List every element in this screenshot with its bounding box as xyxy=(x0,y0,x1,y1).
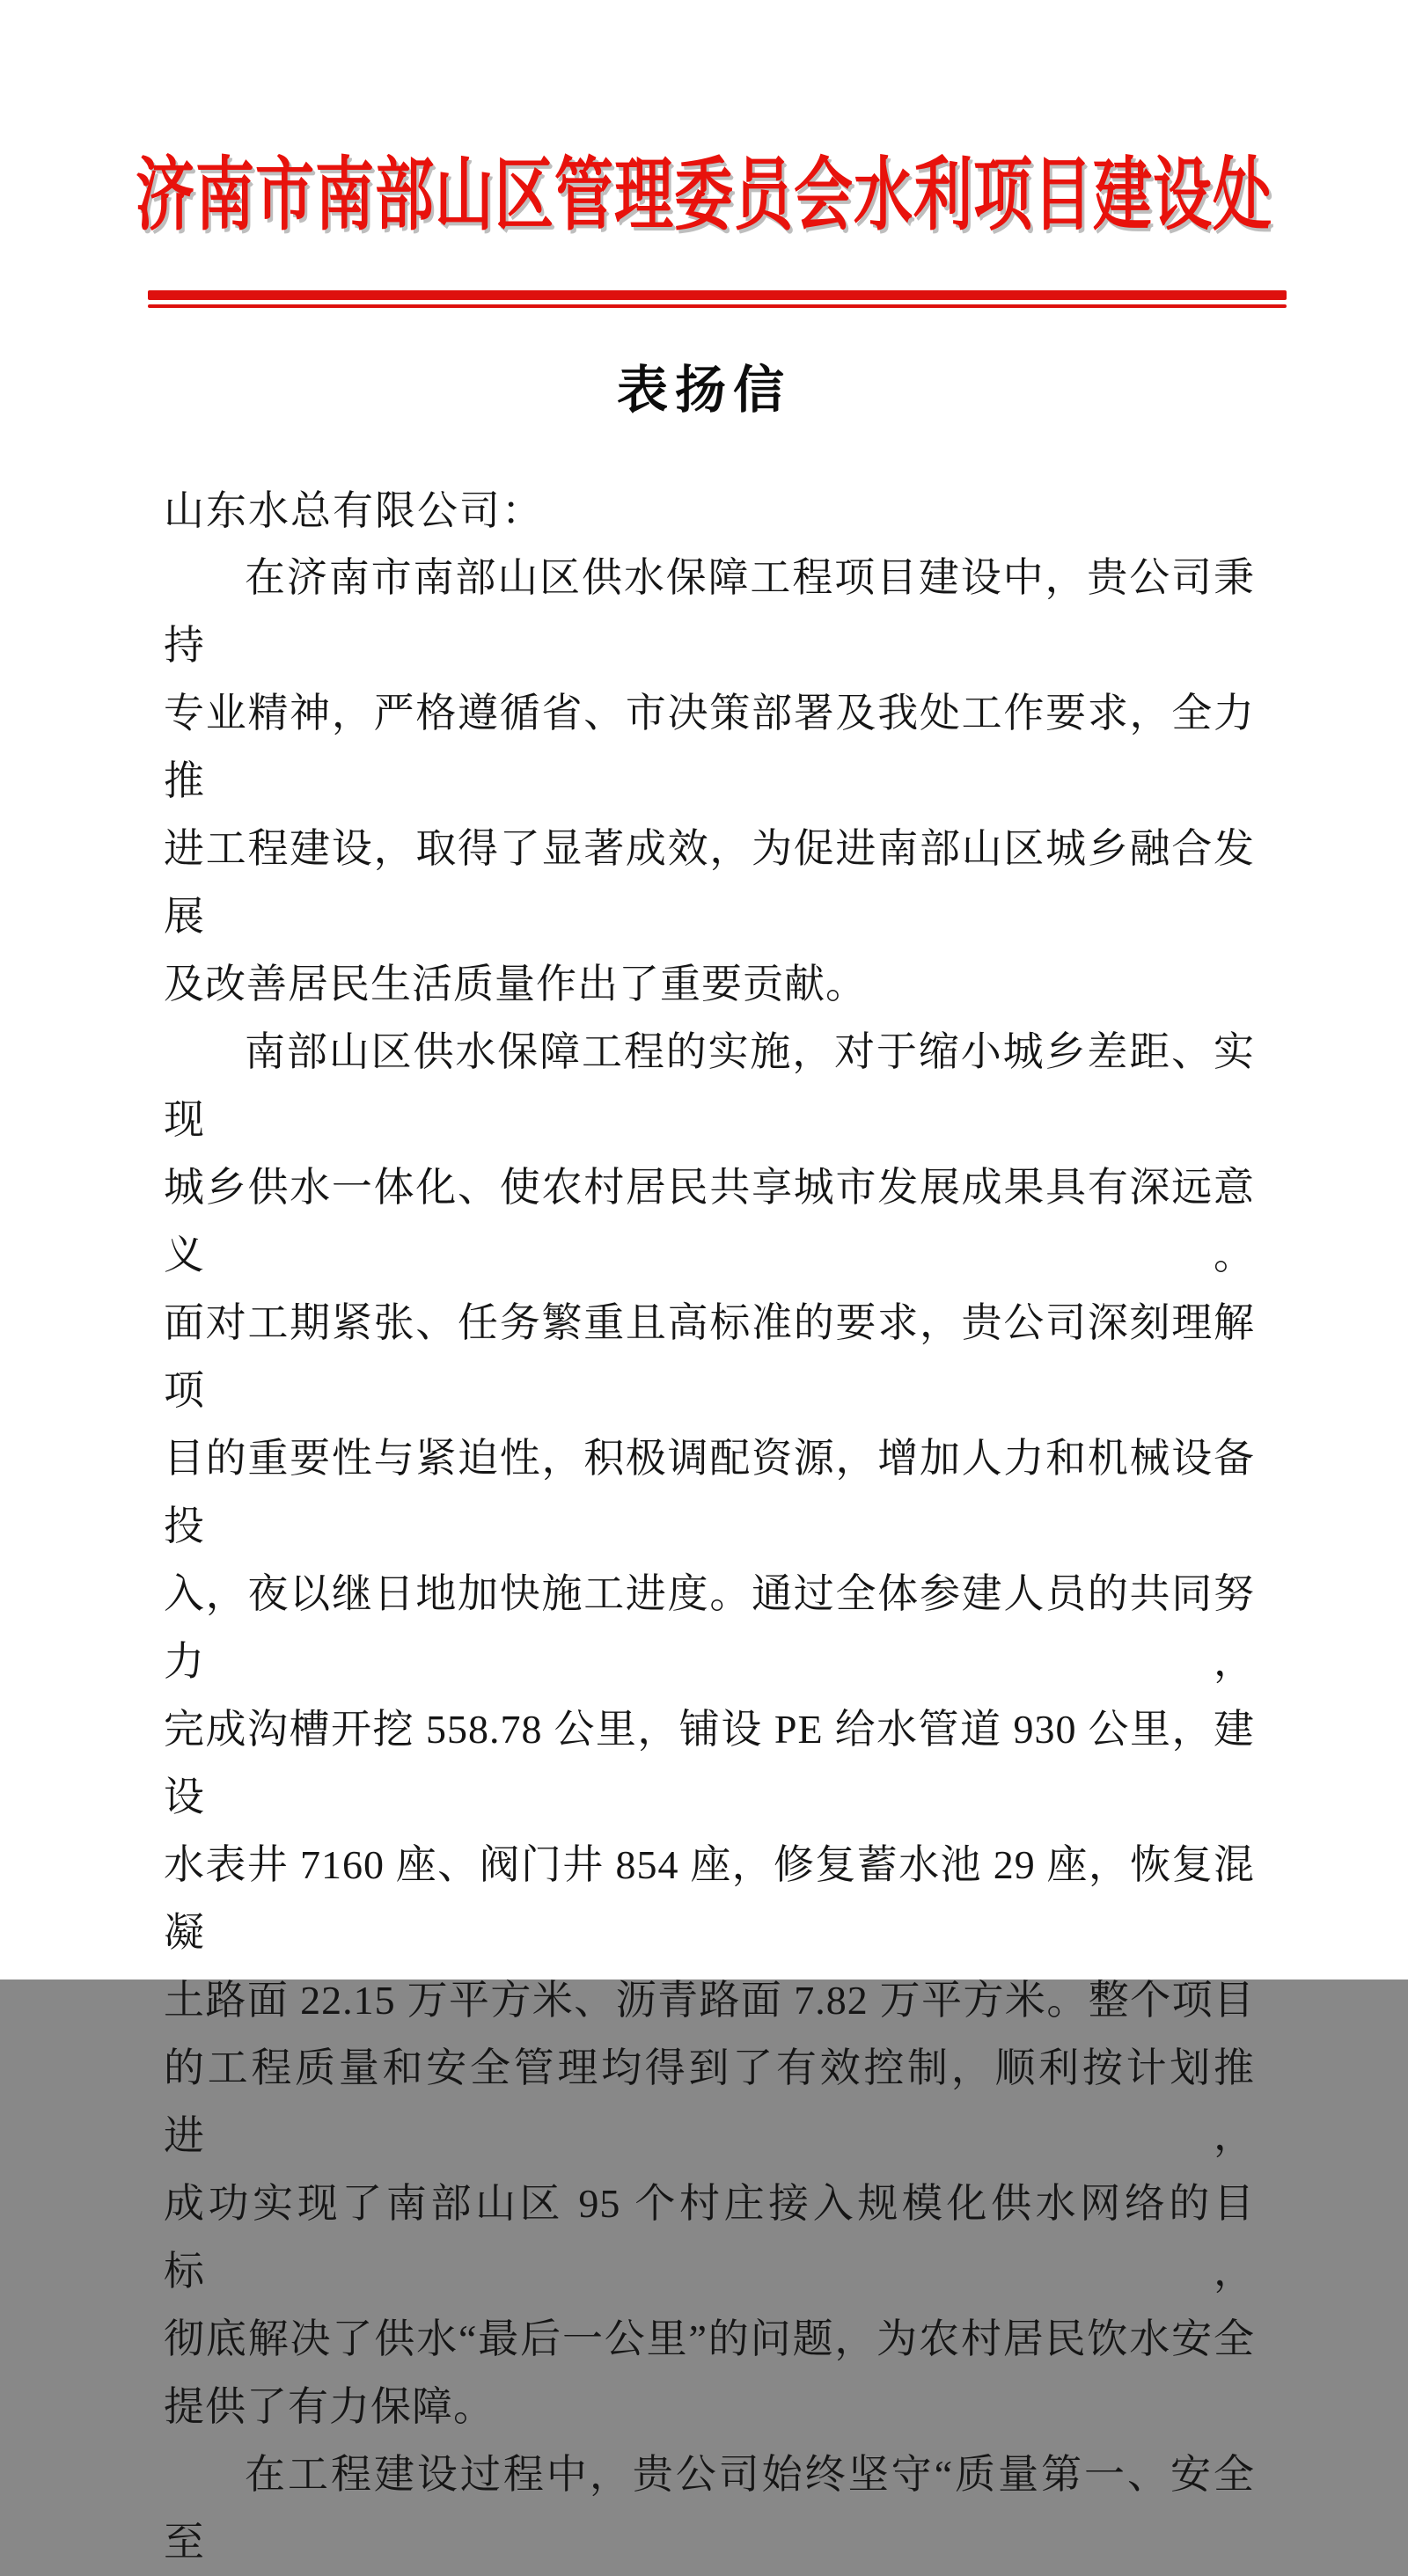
body-line: 彻底解决了供水“最后一公里”的问题，为农村居民饮水安全 xyxy=(164,2316,1255,2361)
body-line: 水表井 7160 座、阀门井 854 座，修复蓄水池 29 座，恢复混凝 xyxy=(164,1842,1255,1955)
divider-thin-line xyxy=(148,304,1287,308)
body-line: 及改善居民生活质量作出了重要贡献。 xyxy=(164,962,867,1006)
body-line: 在济南市南部山区供水保障工程项目建设中，贵公司秉持 xyxy=(164,555,1255,668)
body-line: 城乡供水一体化、使农村居民共享城市发展成果具有深远意义。 xyxy=(164,1165,1255,1277)
body-line: 在工程建设过程中，贵公司始终坚守“质量第一、安全至 xyxy=(164,2452,1255,2565)
document-title: 表扬信 xyxy=(616,362,791,419)
body-line: 面对工期紧张、任务繁重且高标准的要求，贵公司深刻理解项 xyxy=(164,1300,1255,1413)
body-line: 完成沟槽开挖 558.78 公里，铺设 PE 给水管道 930 公里，建设 xyxy=(164,1707,1255,1819)
body-line: 成功实现了南部山区 95 个村庄接入规模化供水网络的目标， xyxy=(164,2181,1255,2294)
letterhead-title: 济南市南部山区管理委员会水利项目建设处 xyxy=(136,151,1272,240)
body-line: 目的重要性与紧迫性，积极调配资源，增加人力和机械设备投 xyxy=(164,1436,1255,1548)
body-line: 土路面 22.15 万平方米、沥青路面 7.82 万平方米。整个项目 xyxy=(164,1978,1255,2023)
body-line: 专业精神，严格遵循省、市决策部署及我处工作要求，全力推 xyxy=(164,691,1255,803)
body-line: 的工程质量和安全管理均得到了有效控制，顺利按计划推进， xyxy=(164,2045,1255,2158)
body-line: 入，夜以继日地加快施工进度。通过全体参建人员的共同努力， xyxy=(164,1571,1255,1684)
letterhead-divider xyxy=(148,290,1287,308)
body-line: 进工程建设，取得了显著成效，为促进南部山区城乡融合发展 xyxy=(164,826,1255,939)
letterhead xyxy=(0,132,1408,240)
body-line: 南部山区供水保障工程的实施，对于缩小城乡差距、实现 xyxy=(164,1029,1255,1142)
divider-thick-line xyxy=(148,290,1287,300)
letter-body xyxy=(164,544,1255,2576)
body-line: 提供了有力保障。 xyxy=(164,2384,495,2429)
salutation: 山东水总有限公司： xyxy=(164,488,544,533)
